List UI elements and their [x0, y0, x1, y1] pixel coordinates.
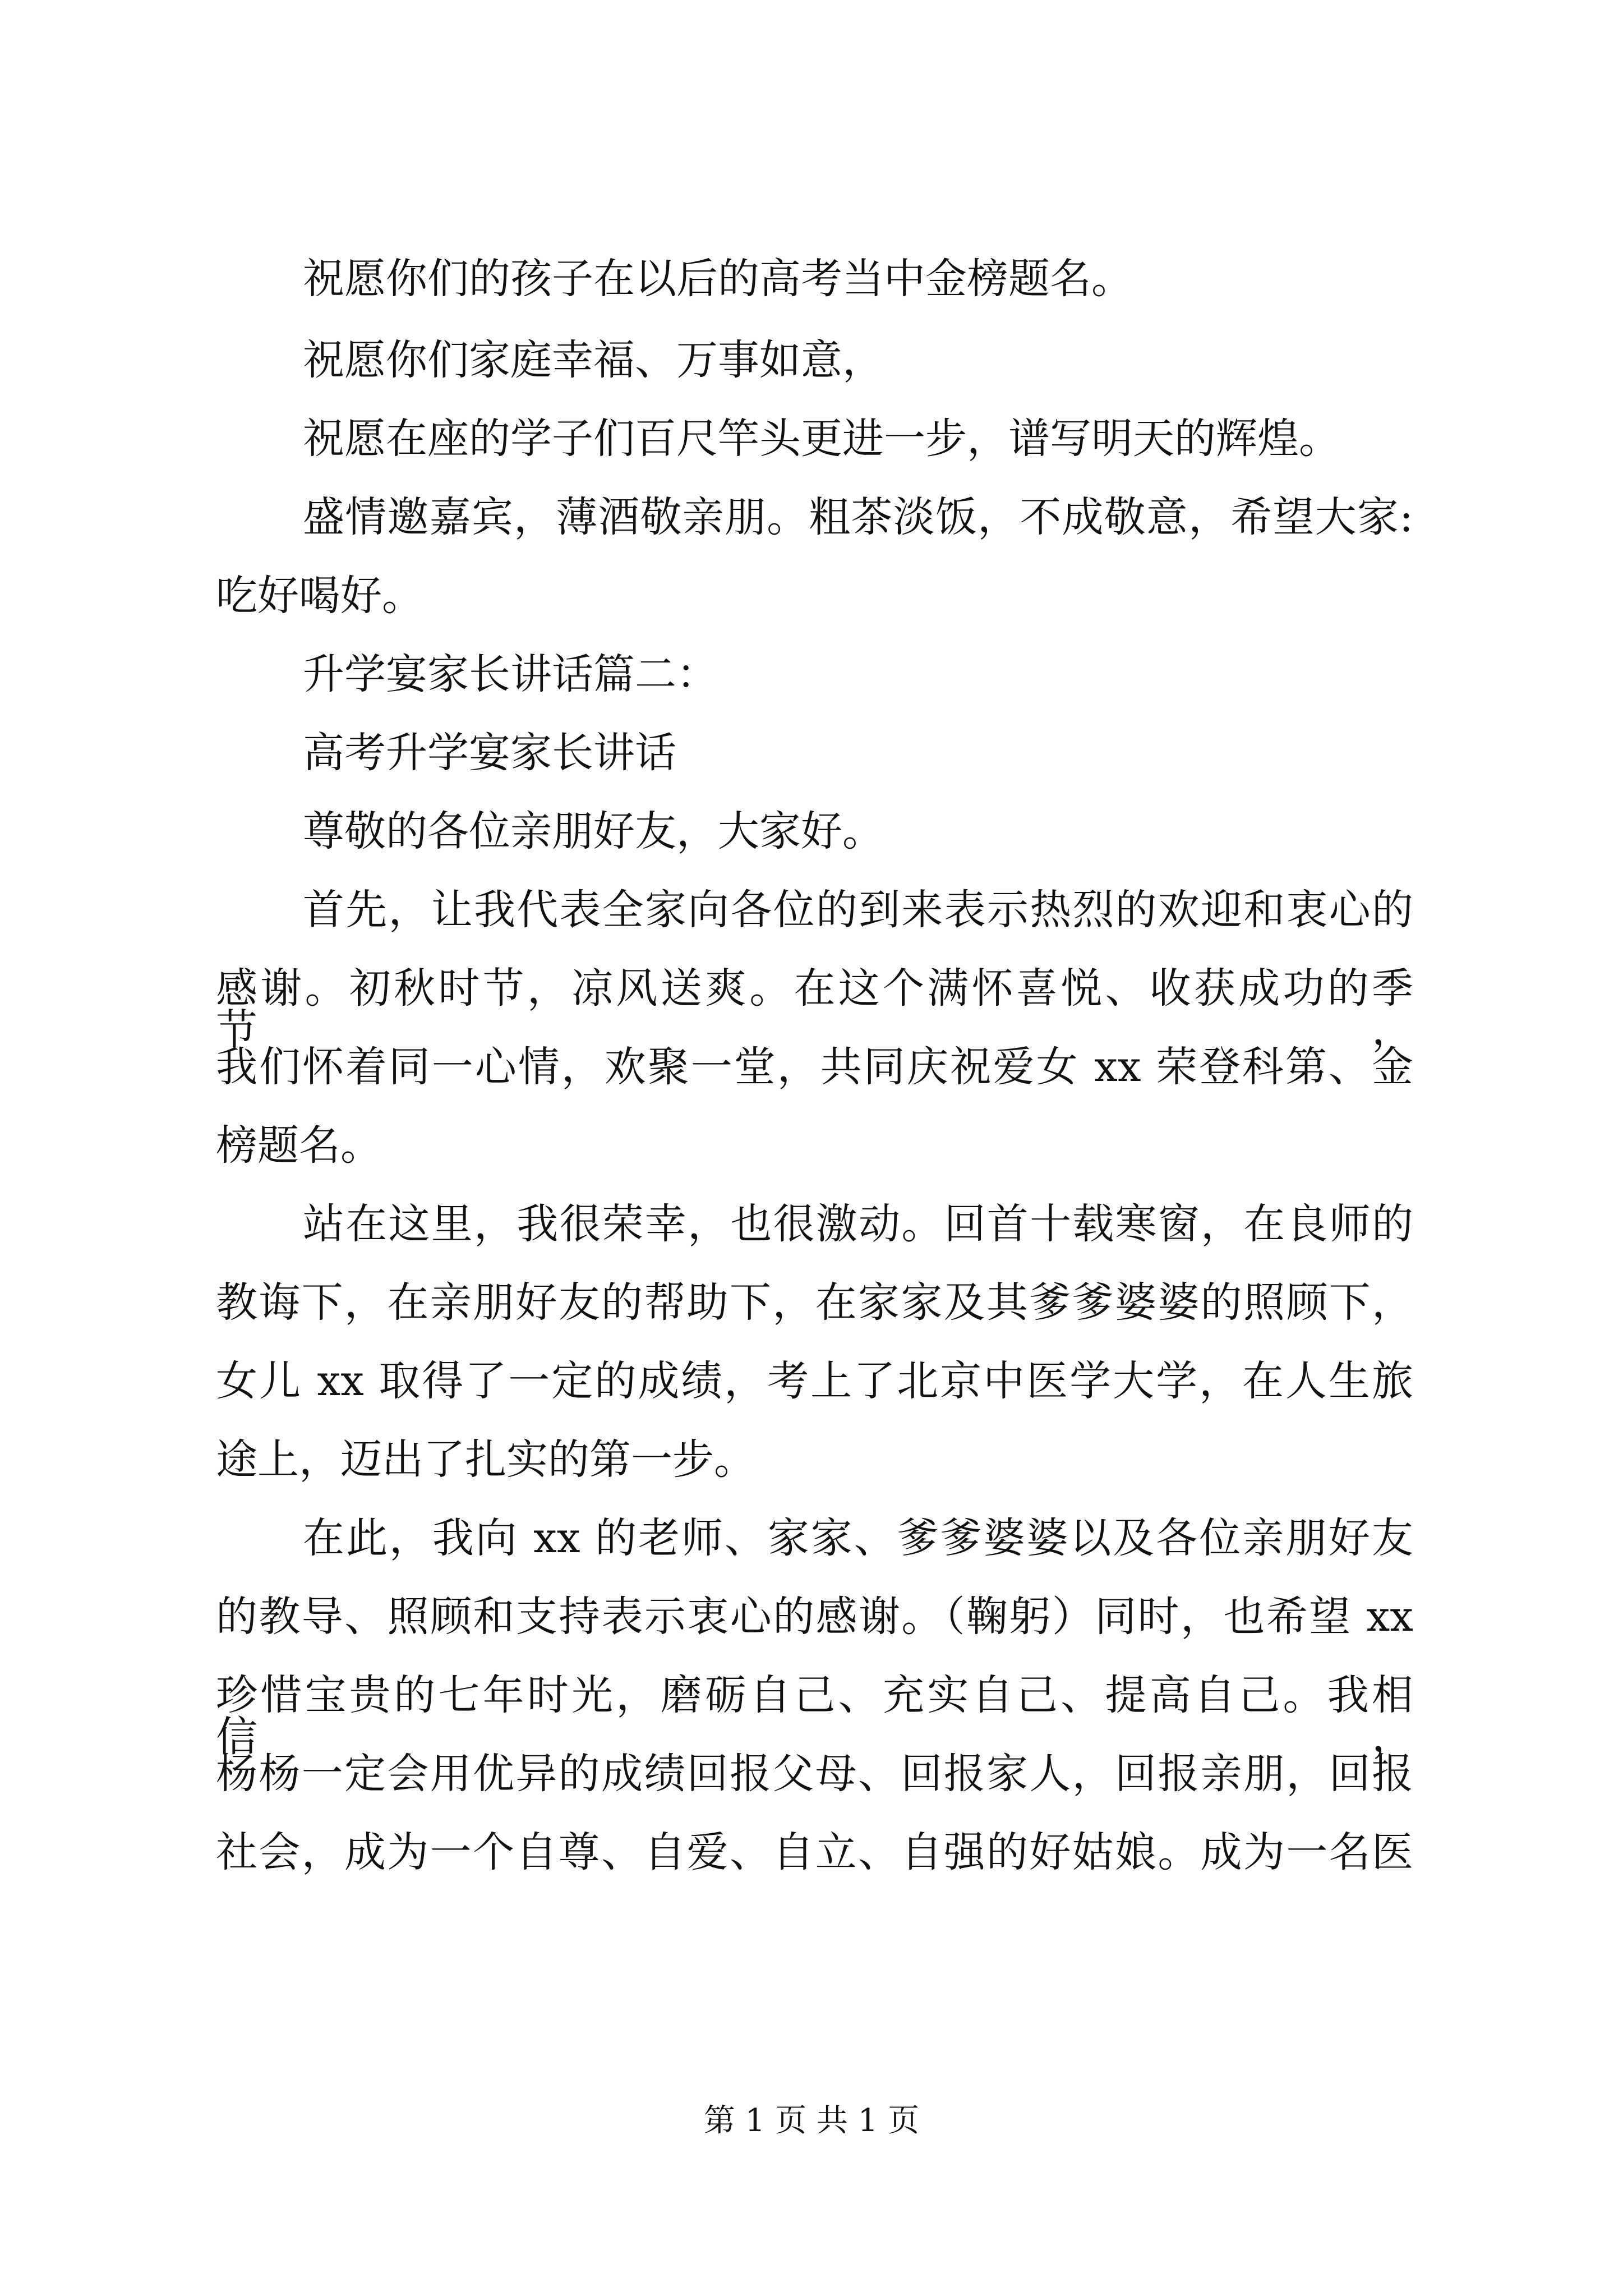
- paragraph-line-4: 盛情邀嘉宾，薄酒敬亲朋。粗茶淡饭，不成敬意，希望大家:: [303, 493, 1413, 541]
- paragraph-line-14: 教诲下，在亲朋好友的帮助下，在家家及其爹爹婆婆的照顾下，: [216, 1278, 1413, 1327]
- paragraph-line-2: 祝愿你们家庭幸福、万事如意，: [303, 336, 884, 384]
- paragraph-line-13: 站在这里，我很荣幸，也很激动。回首十载寒窗，在良师的: [303, 1200, 1413, 1248]
- paragraph-line-16: 途上，迈出了扎实的第一步。: [216, 1435, 755, 1484]
- paragraph-line-11: 我们怀着同一心情，欢聚一堂，共同庆祝爱女 xx 荣登科第、金: [216, 1043, 1413, 1091]
- paragraph-line-10: 感谢。初秋时节，凉风送爽。在这个满怀喜悦、收获成功的季节，: [216, 964, 1413, 1054]
- paragraph-line-17: 在此，我向 xx 的老师、家家、爹爹婆婆以及各位亲朋好友: [303, 1514, 1413, 1562]
- page-footer: 第 1 页 共 1 页: [703, 2102, 920, 2139]
- paragraph-line-18: 的教导、照顾和支持表示衷心的感谢。（鞠躬）同时，也希望 xx: [216, 1593, 1413, 1641]
- paragraph-line-1: 祝愿你们的孩子在以后的高考当中金榜题名。: [303, 255, 1133, 303]
- speech-title: 高考升学宴家长讲话: [303, 729, 676, 777]
- salutation-line: 尊敬的各位亲朋好友，大家好。: [303, 807, 884, 855]
- paragraph-line-20: 杨杨一定会用优异的成绩回报父母、回报家人，回报亲朋，回报: [216, 1750, 1413, 1798]
- paragraph-line-15: 女儿 xx 取得了一定的成绩，考上了北京中医学大学，在人生旅: [216, 1357, 1413, 1405]
- paragraph-line-19: 珍惜宝贵的七年时光，磨砺自己、充实自己、提高自己。我相信，: [216, 1671, 1413, 1761]
- paragraph-line-12: 榜题名。: [216, 1121, 382, 1170]
- paragraph-line-21: 社会，成为一个自尊、自爱、自立、自强的好姑娘。成为一名医: [216, 1828, 1413, 1876]
- section-heading: 升学宴家长讲话篇二：: [303, 650, 718, 698]
- paragraph-line-5: 吃好喝好。: [216, 572, 423, 620]
- paragraph-line-3: 祝愿在座的学子们百尺竿头更进一步，谱写明天的辉煌。: [303, 415, 1340, 463]
- paragraph-line-9: 首先，让我代表全家向各位的到来表示热烈的欢迎和衷心的: [303, 886, 1413, 934]
